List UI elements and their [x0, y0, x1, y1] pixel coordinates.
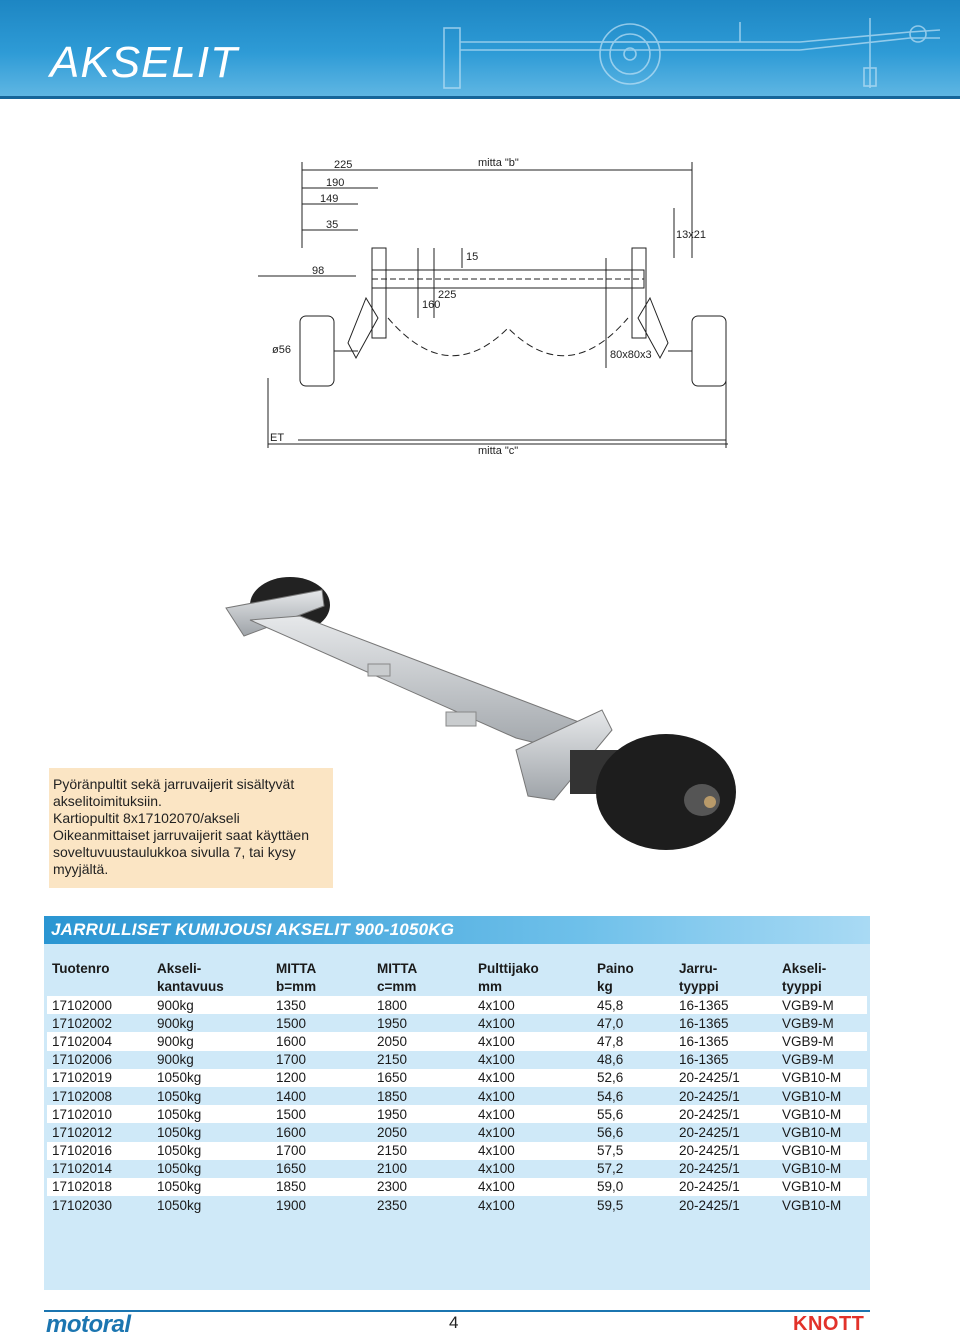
- table-cell: 17102019: [47, 1069, 152, 1087]
- table-cell: 1050kg: [152, 1069, 271, 1087]
- table-cell: 1400: [271, 1087, 372, 1105]
- table-cell: 16-1365: [674, 1014, 777, 1032]
- table-cell: 1950: [372, 1105, 473, 1123]
- column-header: MITTA c=mm: [377, 961, 418, 994]
- table-cell: VGB10-M: [777, 1160, 867, 1178]
- table-cell: 17102014: [47, 1160, 152, 1178]
- table-cell: 17102004: [47, 1032, 152, 1050]
- table-cell: 900kg: [152, 1014, 271, 1032]
- axle-technical-drawing: [238, 148, 758, 468]
- table-cell: 48,6: [592, 1051, 674, 1069]
- table-cell: 20-2425/1: [674, 1142, 777, 1160]
- table-cell: 52,6: [592, 1069, 674, 1087]
- dim-label: 15: [466, 251, 479, 263]
- dim-label: 13x21: [676, 229, 706, 241]
- column-header: Tuotenro: [52, 961, 110, 976]
- table-cell: VGB10-M: [777, 1123, 867, 1141]
- note-box: [49, 768, 333, 888]
- table-cell: 20-2425/1: [674, 1196, 777, 1214]
- table-cell: 4x100: [473, 1051, 592, 1069]
- table-cell: 900kg: [152, 1051, 271, 1069]
- table-cell: 1700: [271, 1051, 372, 1069]
- table-row: [47, 1051, 867, 1069]
- table-cell: 47,8: [592, 1032, 674, 1050]
- table-cell: 59,5: [592, 1196, 674, 1214]
- table-row: [47, 1069, 867, 1087]
- dim-label: 149: [320, 193, 339, 205]
- motoral-logo: motoral: [46, 1311, 131, 1338]
- column-header: MITTA b=mm: [276, 961, 317, 994]
- table-row: [47, 1032, 867, 1050]
- dim-label: 80x80x3: [610, 349, 652, 361]
- table-cell: 4x100: [473, 1160, 592, 1178]
- table-cell: 2350: [372, 1196, 473, 1214]
- table-cell: 4x100: [473, 1196, 592, 1214]
- table-cell: 17102018: [47, 1178, 152, 1196]
- dim-label: ET: [270, 432, 285, 444]
- table-row: [47, 1196, 867, 1214]
- table-cell: 20-2425/1: [674, 1123, 777, 1141]
- table-cell: 47,0: [592, 1014, 674, 1032]
- knott-logo: KNOTT: [793, 1313, 865, 1335]
- table-row: [47, 1087, 867, 1105]
- table-cell: 4x100: [473, 1087, 592, 1105]
- table-cell: 900kg: [152, 1032, 271, 1050]
- table-cell: 1500: [271, 1105, 372, 1123]
- table-cell: 2150: [372, 1142, 473, 1160]
- note-line: akselitoimituksiin.: [53, 793, 162, 809]
- dim-c-label: mitta "c": [478, 445, 519, 457]
- table-cell: 1850: [271, 1178, 372, 1196]
- dim-b-label: mitta "b": [478, 157, 519, 169]
- column-header: Pulttijako mm: [478, 961, 539, 994]
- table-cell: 20-2425/1: [674, 1160, 777, 1178]
- section-title: JARRULLISET KUMIJOUSI AKSELIT 900-1050KG: [51, 920, 455, 939]
- column-header: Jarru- tyyppi: [679, 961, 719, 994]
- table-cell: 1800: [372, 996, 473, 1014]
- table-cell: 4x100: [473, 1032, 592, 1050]
- note-line: Kartiopultit 8x17102070/akseli: [53, 810, 240, 826]
- table-row: [47, 1160, 867, 1178]
- table-cell: 1600: [271, 1032, 372, 1050]
- table-cell: 1200: [271, 1069, 372, 1087]
- section-title-bar: [44, 916, 870, 944]
- table-cell: VGB9-M: [777, 1032, 867, 1050]
- table-cell: 17102016: [47, 1142, 152, 1160]
- table-cell: 45,8: [592, 996, 674, 1014]
- table-cell: 1650: [271, 1160, 372, 1178]
- table-cell: 1050kg: [152, 1196, 271, 1214]
- dim-label: 225: [438, 289, 457, 301]
- axle-spec-table: [47, 960, 867, 1214]
- table-cell: 4x100: [473, 996, 592, 1014]
- dim-label: 190: [326, 177, 345, 189]
- table-cell: 1050kg: [152, 1087, 271, 1105]
- table-row: [47, 1105, 867, 1123]
- table-cell: 20-2425/1: [674, 1178, 777, 1196]
- table-cell: VGB10-M: [777, 1087, 867, 1105]
- table-cell: 1650: [372, 1069, 473, 1087]
- table-cell: 54,6: [592, 1087, 674, 1105]
- table-cell: 4x100: [473, 1069, 592, 1087]
- dim-label: ø56: [272, 344, 291, 356]
- dim-label: 98: [312, 265, 325, 277]
- table-cell: 4x100: [473, 1178, 592, 1196]
- table-cell: 1900: [271, 1196, 372, 1214]
- table-cell: 4x100: [473, 1105, 592, 1123]
- table-cell: 17102010: [47, 1105, 152, 1123]
- note-line: soveltuvuustaulukkoa sivulla 7, tai kysy: [53, 844, 296, 860]
- table-cell: 900kg: [152, 996, 271, 1014]
- table-cell: VGB10-M: [777, 1105, 867, 1123]
- table-cell: 17102000: [47, 996, 152, 1014]
- note-line: Pyöränpultit sekä jarruvaijerit sisältyvät: [53, 776, 295, 792]
- table-cell: 1500: [271, 1014, 372, 1032]
- header-banner: [0, 0, 960, 99]
- table-cell: VGB10-M: [777, 1142, 867, 1160]
- table-cell: 1050kg: [152, 1178, 271, 1196]
- table-cell: VGB9-M: [777, 1051, 867, 1069]
- table-row: [47, 996, 867, 1014]
- table-cell: 4x100: [473, 1123, 592, 1141]
- table-cell: 20-2425/1: [674, 1105, 777, 1123]
- table-cell: 2050: [372, 1123, 473, 1141]
- table-cell: 1050kg: [152, 1160, 271, 1178]
- table-cell: 17102012: [47, 1123, 152, 1141]
- table-row: [47, 1142, 867, 1160]
- dim-label: 160: [422, 299, 441, 311]
- table-cell: VGB10-M: [777, 1196, 867, 1214]
- dim-label: 225: [334, 159, 353, 171]
- table-cell: 57,5: [592, 1142, 674, 1160]
- table-cell: 17102002: [47, 1014, 152, 1032]
- table-cell: VGB9-M: [777, 996, 867, 1014]
- table-cell: 20-2425/1: [674, 1069, 777, 1087]
- table-cell: 16-1365: [674, 1051, 777, 1069]
- column-header: Paino kg: [597, 961, 634, 994]
- page-title: AKSELIT: [50, 38, 238, 87]
- table-header-row: [47, 960, 867, 996]
- column-header: Akseli- tyyppi: [782, 961, 827, 994]
- table-cell: 1700: [271, 1142, 372, 1160]
- table-cell: 1600: [271, 1123, 372, 1141]
- table-cell: 1350: [271, 996, 372, 1014]
- table-cell: 17102030: [47, 1196, 152, 1214]
- table-cell: 17102008: [47, 1087, 152, 1105]
- table-cell: 1050kg: [152, 1105, 271, 1123]
- table-cell: 2150: [372, 1051, 473, 1069]
- trailer-outline-illustration: [440, 8, 950, 92]
- table-cell: 1050kg: [152, 1123, 271, 1141]
- table-cell: 20-2425/1: [674, 1087, 777, 1105]
- table-cell: 57,2: [592, 1160, 674, 1178]
- table-row: [47, 1123, 867, 1141]
- table-cell: 2050: [372, 1032, 473, 1050]
- table-cell: 2100: [372, 1160, 473, 1178]
- table-cell: 56,6: [592, 1123, 674, 1141]
- page-number: 4: [449, 1313, 459, 1332]
- note-line: Oikeanmittaiset jarruvaijerit saat käyttäen: [53, 827, 309, 843]
- column-header: Akseli- kantavuus: [157, 961, 224, 994]
- table-row: [47, 1014, 867, 1032]
- table-cell: 17102006: [47, 1051, 152, 1069]
- note-line: myyjältä.: [53, 861, 109, 877]
- table-cell: 16-1365: [674, 996, 777, 1014]
- table-cell: 4x100: [473, 1014, 592, 1032]
- table-cell: 2300: [372, 1178, 473, 1196]
- table-cell: 55,6: [592, 1105, 674, 1123]
- table-cell: 59,0: [592, 1178, 674, 1196]
- table-cell: 1850: [372, 1087, 473, 1105]
- table-cell: 4x100: [473, 1142, 592, 1160]
- dim-label: 35: [326, 219, 339, 231]
- table-row: [47, 1178, 867, 1196]
- table-cell: VGB9-M: [777, 1014, 867, 1032]
- table-cell: 16-1365: [674, 1032, 777, 1050]
- table-cell: VGB10-M: [777, 1069, 867, 1087]
- footer-rule: [44, 1310, 870, 1312]
- table-cell: VGB10-M: [777, 1178, 867, 1196]
- table-cell: 1950: [372, 1014, 473, 1032]
- table-cell: 1050kg: [152, 1142, 271, 1160]
